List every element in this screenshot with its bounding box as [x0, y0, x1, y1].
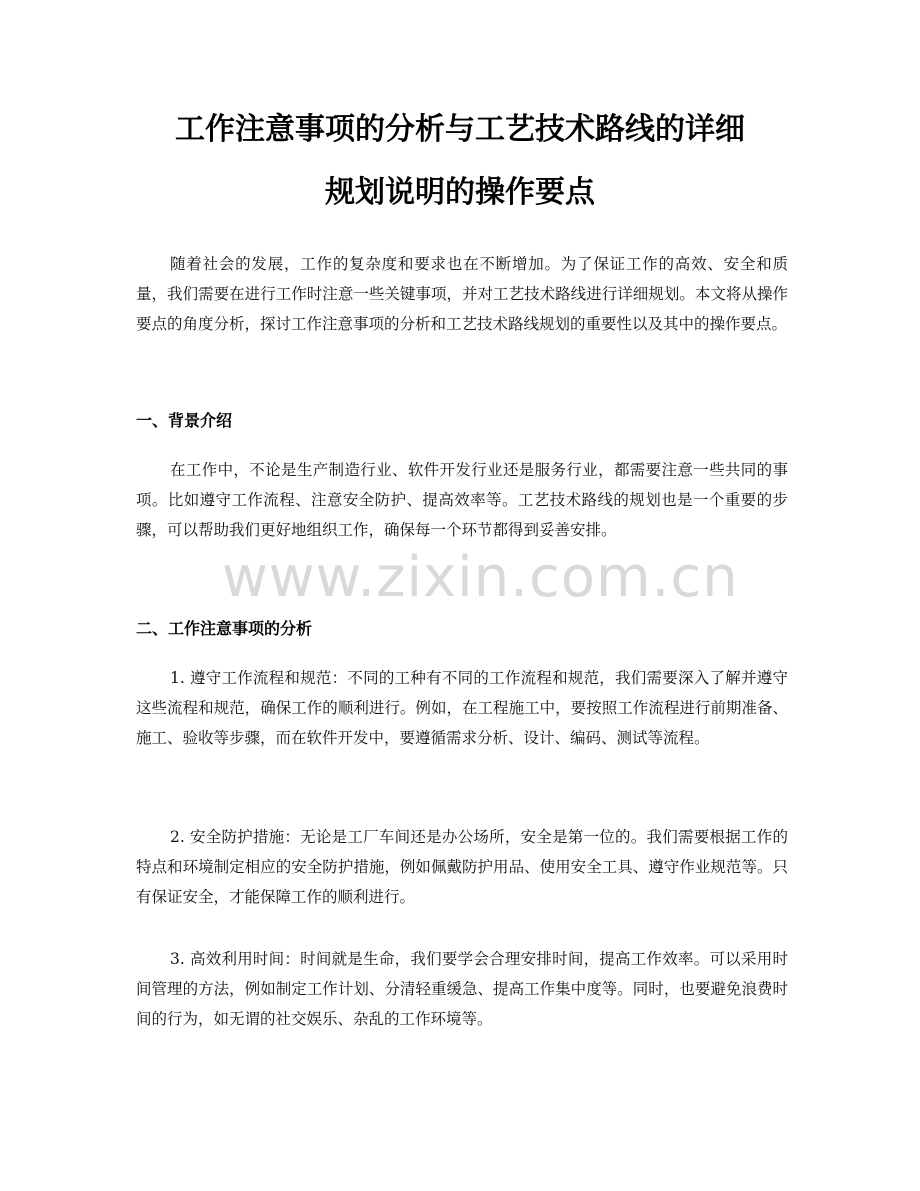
analysis-item-2: 2. 安全防护措施：无论是工厂车间还是办公场所，安全是第一位的。我们需要根据工作的特点和环境制定相应的安全防护措施，例如佩戴防护用品、使用安全工具、遵守作业规范等。只有保证安全，才能保障工作的顺利进行。: [136, 828, 788, 906]
watermark-text: www.zixin.com.cn: [222, 545, 739, 610]
document-title-line-2: 规划说明的操作要点: [325, 175, 595, 210]
analysis-item-1: 1. 遵守工作流程和规范：不同的工种有不同的工作流程和规范，我们需要深入了解并遵守这些流程和规范，确保工作的顺利进行。例如，在工程施工中，要按照工作流程进行前期准备、施工、验收等步骤，而在软件开发中，要遵循需求分析、设计、编码、测试等流程。: [136, 669, 788, 747]
document-title-line-1: 工作注意事项的分析与工艺技术路线的详细: [175, 112, 745, 147]
intro-paragraph: 随着社会的发展，工作的复杂度和要求也在不断增加。为了保证工作的高效、安全和质量，我们需要在进行工作时注意一些关键事项，并对工艺技术路线进行详细规划。本文将从操作要点的角度分析，探讨工作注意事项的分析和工艺技术路线规划的重要性以及其中的操作要点。: [136, 255, 788, 333]
background-paragraph: 在工作中，不论是生产制造行业、软件开发行业还是服务行业，都需要注意一些共同的事项。比如遵守工作流程、注意安全防护、提高效率等。工艺技术路线的规划也是一个重要的步骤，可以帮助我们更好地组织工作，确保每一个环节都得到妥善安排。: [136, 461, 788, 539]
section-heading-analysis: 二、工作注意事项的分析: [136, 619, 313, 638]
section-heading-background: 一、背景介绍: [136, 411, 233, 430]
analysis-item-3: 3. 高效利用时间：时间就是生命，我们要学会合理安排时间，提高工作效率。可以采用时间管理的方法，例如制定工作计划、分清轻重缓急、提高工作集中度等。同时，也要避免浪费时间的行为，如无谓的社交娱乐、杂乱的工作环境等。: [136, 950, 788, 1028]
